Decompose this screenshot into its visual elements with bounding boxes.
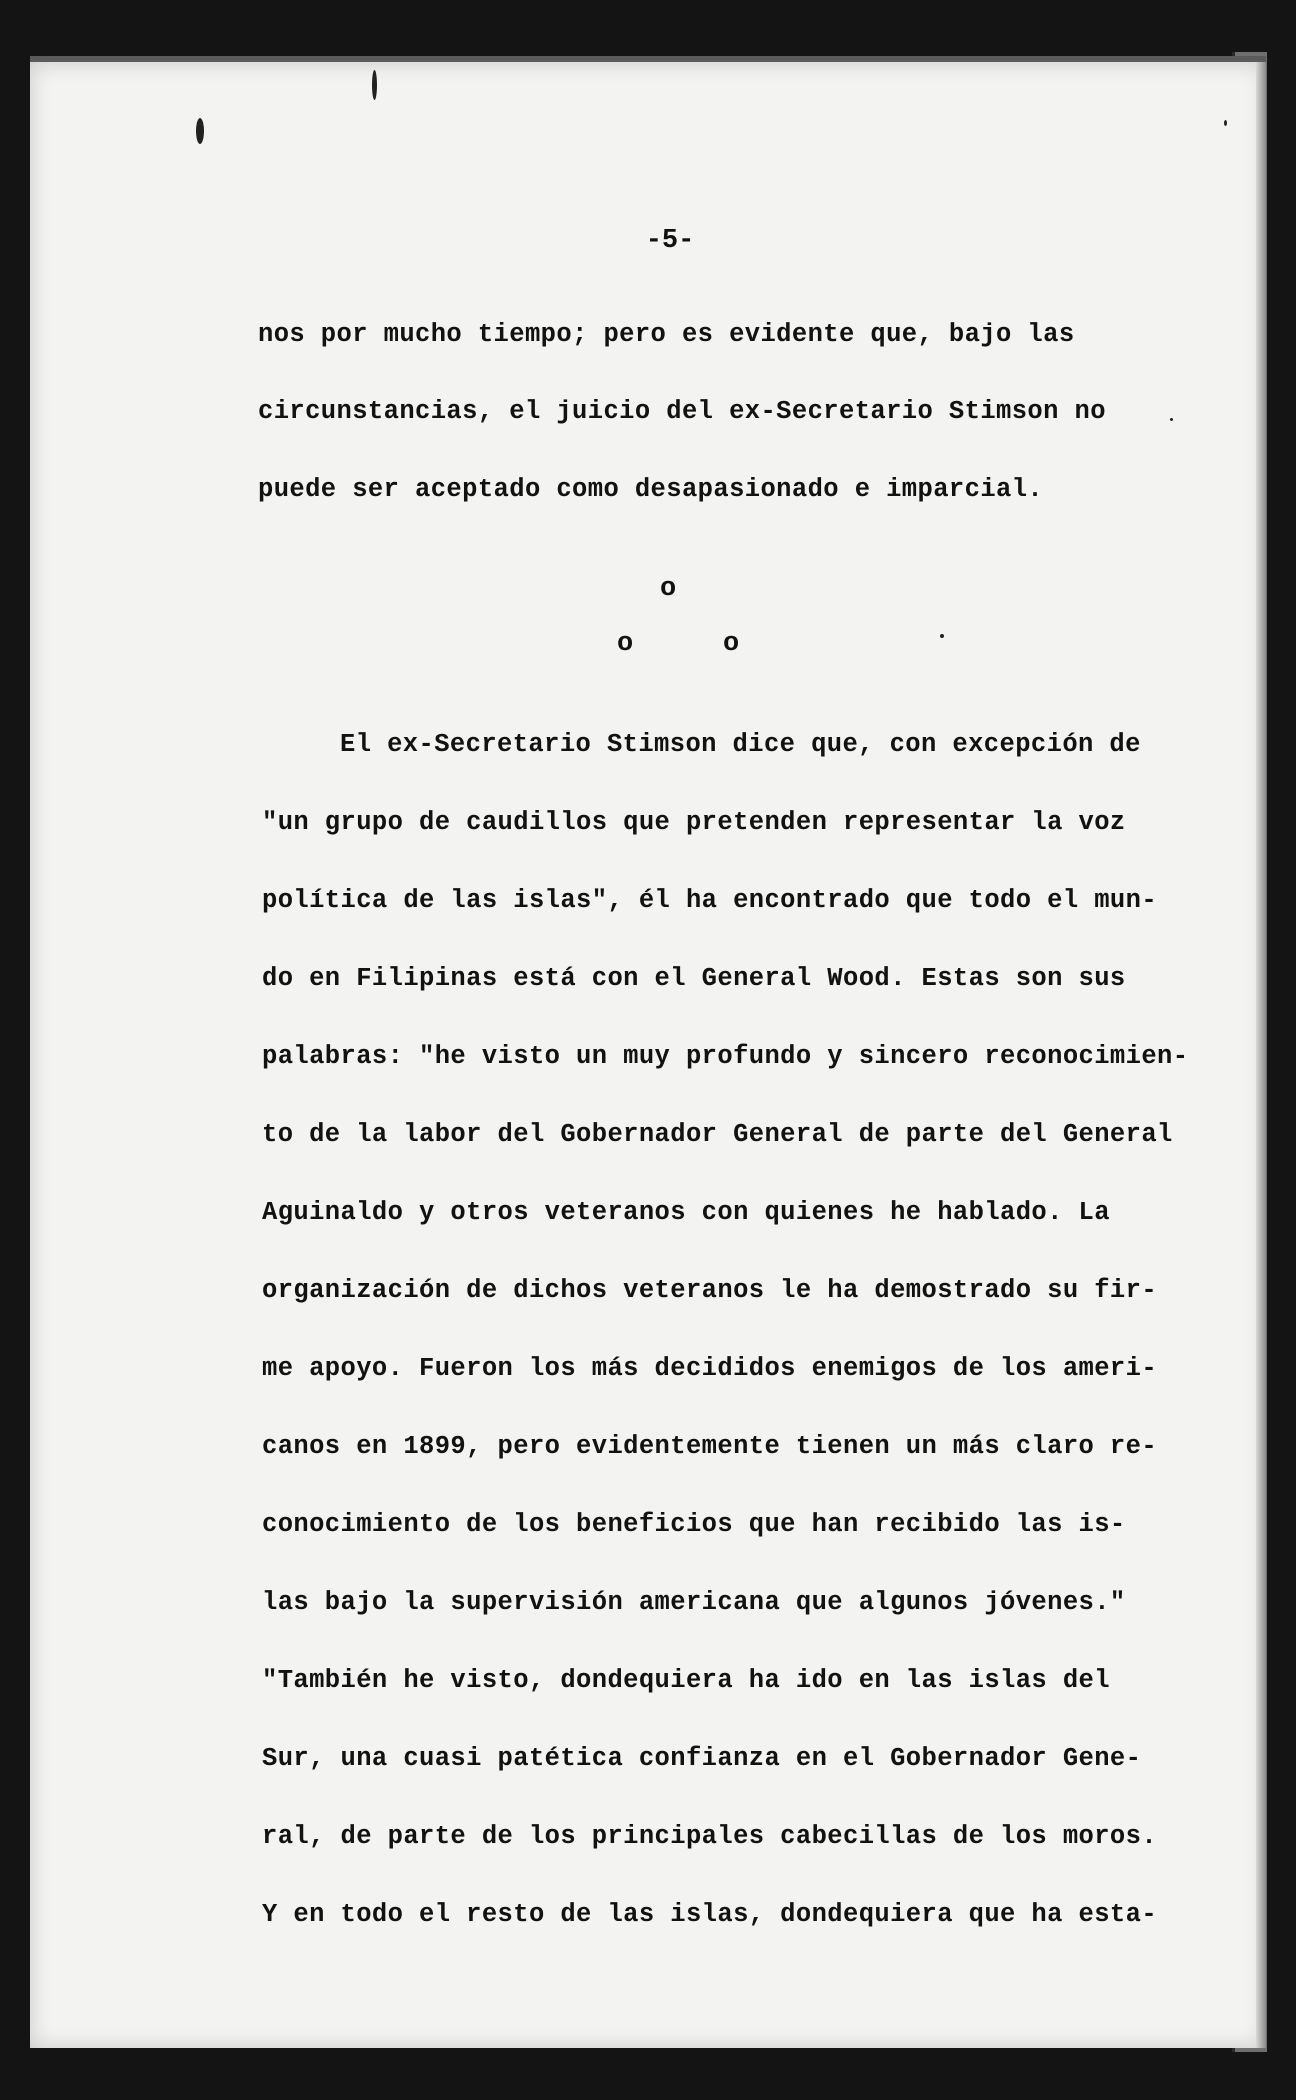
- paragraph-2-line: to de la labor del Gobernador General de parte del General: [262, 1120, 1173, 1149]
- paragraph-2-line: me apoyo. Fueron los más decididos enemigos de los ameri-: [262, 1354, 1158, 1383]
- scan-speck: [196, 118, 204, 144]
- scan-speck: [1224, 120, 1227, 126]
- paragraph-2-line: El ex-Secretario Stimson dice que, con excepción de: [340, 730, 1141, 759]
- paragraph-1-line: puede ser aceptado como desapasionado e imparcial.: [258, 475, 1044, 504]
- paragraph-1-line: nos por mucho tiempo; pero es evidente que, bajo las: [258, 320, 1075, 349]
- paragraph-1-line: circunstancias, el juicio del ex-Secretario Stimson no: [258, 397, 1106, 426]
- paragraph-2-line: palabras: "he visto un muy profundo y sincero reconocimien-: [262, 1042, 1189, 1071]
- scan-speck: [372, 70, 377, 100]
- separator-dot-bottom-right: o: [723, 629, 740, 659]
- paragraph-2-line: "También he visto, dondequiera ha ido en las islas del: [262, 1666, 1110, 1695]
- paragraph-2-line: do en Filipinas está con el General Wood. Estas son sus: [262, 964, 1126, 993]
- paragraph-2-line: "un grupo de caudillos que pretenden representar la voz: [262, 808, 1126, 837]
- paragraph-2-line: canos en 1899, pero evidentemente tienen un más claro re-: [262, 1432, 1158, 1461]
- scan-speck: [1170, 418, 1173, 421]
- paragraph-2-line: las bajo la supervisión americana que algunos jóvenes.": [262, 1588, 1126, 1617]
- paragraph-2-line: Y en todo el resto de las islas, dondequiera que ha esta-: [262, 1900, 1158, 1929]
- paragraph-2-line: ral, de parte de los principales cabecillas de los moros.: [262, 1822, 1158, 1851]
- page-number: -5-: [645, 226, 695, 256]
- paragraph-2-line: Aguinaldo y otros veteranos con quienes he hablado. La: [262, 1198, 1110, 1227]
- separator-dot-bottom-left: o: [617, 629, 634, 659]
- separator-dot-top: o: [660, 574, 677, 604]
- paragraph-2-line: política de las islas", él ha encontrado que todo el mun-: [262, 886, 1158, 915]
- paragraph-2-line: Sur, una cuasi patética confianza en el Gobernador Gene-: [262, 1744, 1142, 1773]
- scan-speck: [940, 634, 944, 638]
- paragraph-2-line: conocimiento de los beneficios que han recibido las is-: [262, 1510, 1126, 1539]
- paragraph-2-line: organización de dichos veteranos le ha demostrado su fir-: [262, 1276, 1158, 1305]
- page-edge-shadow: [1256, 62, 1266, 2048]
